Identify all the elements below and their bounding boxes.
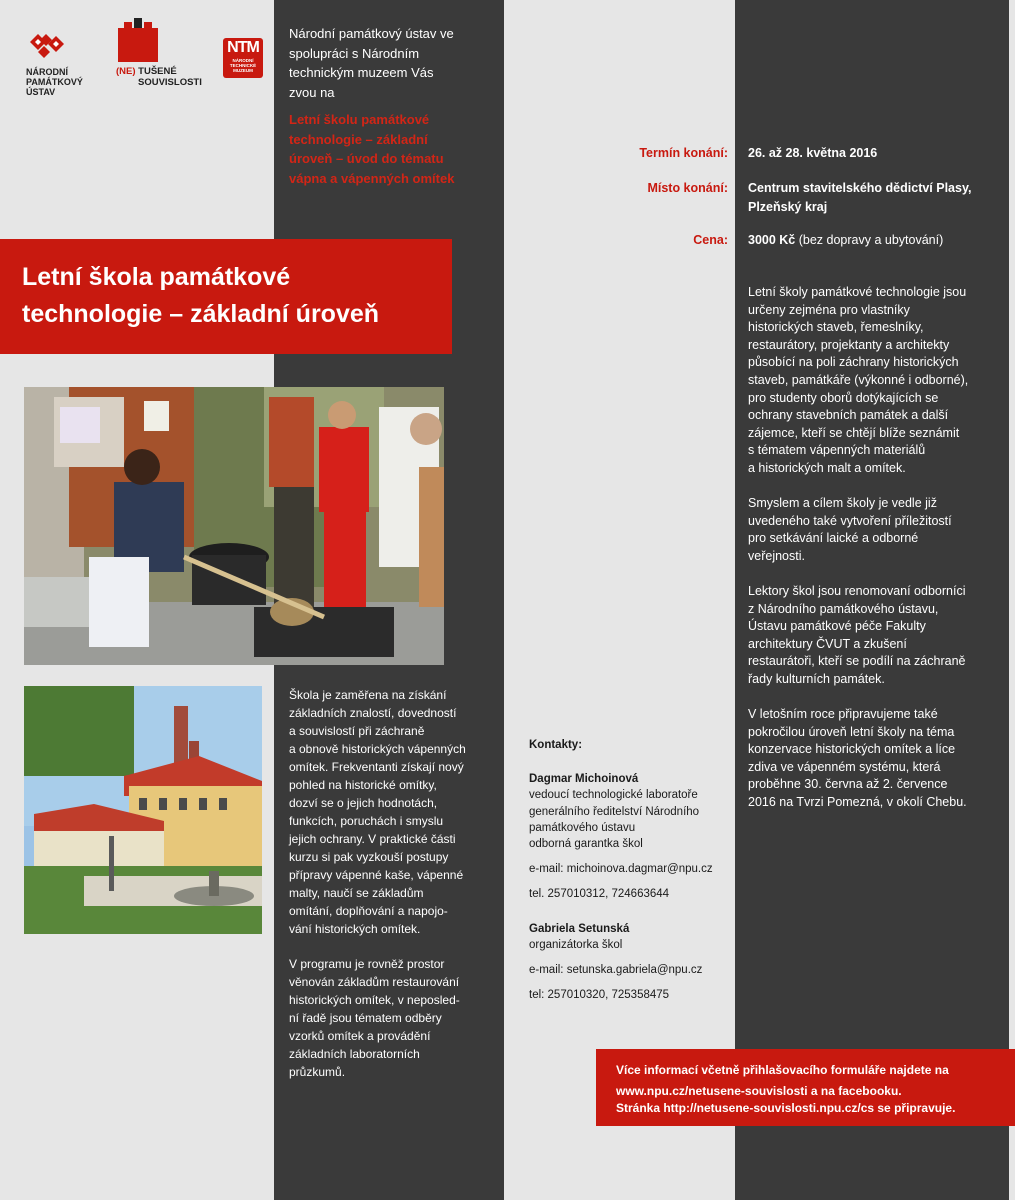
nts-line1: TUŠENÉ <box>135 66 177 77</box>
npu-mark-icon <box>26 30 66 58</box>
more-info-box <box>596 1049 1015 1126</box>
right-paragraph-4: V letošním roce připravujeme také pokročilou úroveň letní školy na téma konzervace historických omítek a líce zdiva ve vápenném systému, která proběhne 30. června až 2. července 2016 na Tvrzi Pomezná, v okolí Chebu. <box>748 706 967 809</box>
title-line1: Letní škola památkové <box>22 263 291 291</box>
contact-role: vedoucí technologické laboratoře <box>529 789 698 802</box>
term-label: Termín konání: <box>639 146 728 160</box>
page-title <box>22 259 442 333</box>
nts-line2: SOUVISLOSTI <box>138 77 202 88</box>
contacts-heading: Kontakty: <box>529 739 583 751</box>
ntm-logo <box>223 38 263 78</box>
intro-line: technickým muzeem Vás <box>289 65 434 80</box>
intro-text <box>289 24 489 102</box>
ntm-glyph: NTM <box>227 39 259 56</box>
footer-line3[interactable]: Stránka http://netusene-souvislosti.npu.cz/cs se připravuje. <box>616 1101 956 1115</box>
center-paragraph-2: V programu je rovněž prostor věnován základům restaurování historických omítek, v neposled- ní řadě jsou tématem odběry vzorků omítek a provádění základních laboratorních průzkumů. <box>289 957 460 1079</box>
right-paragraph-3: Lektory škol jsou renomovaní odborníci z Národního památkového ústavu, Ústavu památkové péče Fakulty architektury ČVUT a zkušení restaurátoři, kteří se podílí na záchraně řady kulturních památek. <box>748 583 966 686</box>
footer-line1: Více informací včetně přihlašovacího formuláře najdete na <box>616 1063 949 1077</box>
footer-link-line[interactable]: www.npu.cz/netusene-souvislosti a na facebooku. <box>616 1084 902 1098</box>
plasy-building-photo <box>24 686 262 934</box>
npu-logo-line3: ÚSTAV <box>26 87 56 97</box>
place-label: Místo konání: <box>647 181 728 195</box>
intro-line: zvou na <box>289 84 335 100</box>
workshop-photo <box>24 387 444 665</box>
intro-line: Národní památkový ústav ve <box>289 26 454 41</box>
term-value: 26. až 28. května 2016 <box>748 146 878 160</box>
nts-prefix: (NE) <box>116 66 136 77</box>
npu-logo <box>26 30 106 97</box>
plasy-photo-image <box>24 686 262 934</box>
right-body-text <box>748 284 983 829</box>
netusene-souvislosti-logo <box>116 28 206 88</box>
contact-role: generálního ředitelství Národního <box>529 805 700 818</box>
contact-phone: tel: 257010320, 725358475 <box>529 989 670 1002</box>
ntm-text2: TECHNICKÉ <box>229 63 257 68</box>
ntm-text3: MUZEUM <box>233 68 253 73</box>
contacts-block <box>529 737 734 1003</box>
contact-email[interactable]: e-mail: setunska.gabriela@npu.cz <box>529 964 703 977</box>
contact-role: organizátorka škol <box>529 938 623 951</box>
intro-highlight <box>289 110 489 188</box>
contact-role: odborná garantka škol <box>529 838 643 851</box>
npu-logo-line2: PAMÁTKOVÝ <box>26 77 83 87</box>
right-paragraph-2: Smyslem a cílem školy je vedle již uvedeného také vytvoření příležitostí pro setkávání laické a odborné veřejnosti. <box>748 496 952 563</box>
intro-highlight-line: vápna a vápenných omítek <box>289 170 455 186</box>
title-line2: technologie – základní úroveň <box>22 300 380 328</box>
contact-phone: tel. 257010312, 724663644 <box>529 888 670 901</box>
intro-highlight-line: úroveň – úvod do tématu <box>289 151 444 166</box>
center-body-text <box>289 686 485 1098</box>
price-label: Cena: <box>693 233 728 247</box>
contact-name: Dagmar Michoinová <box>529 773 639 786</box>
contact-name: Gabriela Setunská <box>529 922 630 935</box>
intro-line: spolupráci s Národním <box>289 45 420 61</box>
price-value: 3000 Kč (bez dopravy a ubytování) <box>748 233 944 247</box>
center-paragraph-1: Škola je zaměřena na získání základních znalostí, dovedností a souvislostí při záchraně a obnově historických vápenných omítek. Frekventanti získají nový pohled na historické omítky, dozví se o jejich hodnotách, funkcích, poruchách i smyslu jejich ochrany. V praktické části kurzu si pak vyzkouší postupy přípravy vápenné kaše, vápenné malty, naučí se základům omítání, doplňování a napojo- vání historických omítek. <box>289 688 466 936</box>
title-banner <box>0 239 452 354</box>
place-value: Centrum stavitelského dědictví Plasy, Plzeňský kraj <box>748 181 972 214</box>
tower-icon <box>118 28 158 62</box>
ntm-text1: NÁRODNÍ <box>232 58 254 63</box>
workshop-photo-image <box>24 387 444 665</box>
npu-logo-line1: NÁRODNÍ <box>26 67 68 77</box>
contact-role: památkového ústavu <box>529 821 636 834</box>
contact-email[interactable]: e-mail: michoinova.dagmar@npu.cz <box>529 863 713 876</box>
right-paragraph-1: Letní školy památkové technologie jsou určeny zejména pro vlastníky historických staveb, řemeslníky, restaurátory, projektanty a architekty působící na poli záchrany historických staveb, památkáře (výkonné i odborné), pro studenty oborů dotýkajících se ochrany stavebních památek a další zájemce, kteří se chtějí blíže seznámit s tématem vápenných materiálů a historických malt a omítek. <box>748 285 969 475</box>
intro-highlight-line: technologie – základní <box>289 131 428 147</box>
intro-highlight-line: Letní školu památkové <box>289 112 430 127</box>
